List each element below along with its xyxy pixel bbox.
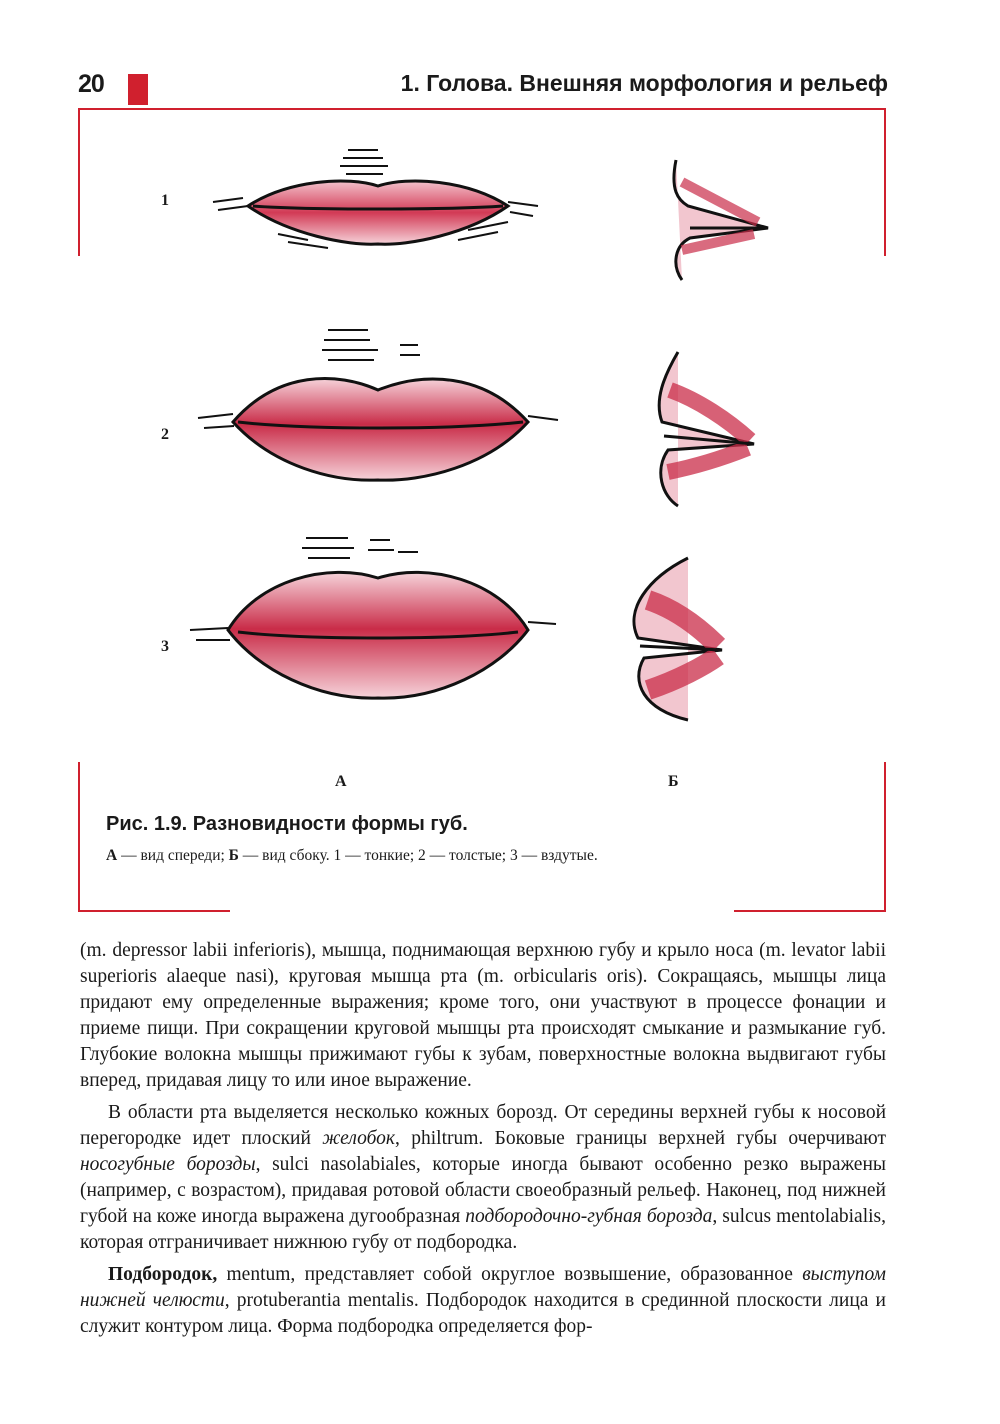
lips-puffy-side: [634, 558, 722, 720]
caption-key-b: Б: [228, 847, 239, 864]
term-chin: Подбородок,: [108, 1264, 218, 1285]
paragraph-3: [80, 1262, 886, 1340]
row-label-2: 2: [161, 426, 169, 443]
p3-text: , protuberantia mentalis. Подбородок находится в срединной плоскости лица и служит контуром лица. Форма подбородка определяется фор-: [80, 1290, 886, 1337]
lips-thin-front: [213, 150, 538, 248]
caption-text-b: — вид сбоку. 1 — тонкие; 2 — толстые; 3 — вздутые.: [238, 847, 598, 864]
column-label-b: Б: [668, 773, 679, 790]
column-label-a: А: [335, 773, 347, 790]
paragraph-2: [80, 1100, 886, 1256]
row-label-3: 3: [161, 638, 169, 655]
frame-bottom-left: [78, 910, 230, 912]
lips-puffy-front: [190, 538, 556, 698]
lips-thick-side: [659, 352, 754, 506]
term-philtrum: желобок: [322, 1128, 396, 1149]
lips-thick-front: [198, 330, 558, 480]
figure-caption-text: [106, 847, 598, 865]
p2-text: , philtrum. Боковые границы верхней губы очерчивают: [395, 1128, 887, 1149]
p2-text: , sulci nasolabiales, которые иногда бывают особенно резко выражены (например, с возрастом), придавая ротовой области своеобразный рельеф. Наконец, под нижней губой на коже иногда выражена дугообразная: [80, 1154, 886, 1227]
term-mentolabial: подбородочно-губная борозда: [465, 1206, 713, 1227]
page-number: 20: [78, 70, 104, 98]
p3-text: mentum, представляет собой округлое возвышение, образованное: [217, 1264, 803, 1285]
term-nasolabial: носогубные борозды: [80, 1154, 256, 1175]
lips-illustration: [78, 110, 886, 800]
term-mandible-protrusion: выступом нижней челюсти: [80, 1264, 886, 1311]
running-title: 1. Голова. Внешняя морфология и рельеф: [400, 70, 888, 96]
lips-drawing: [78, 110, 886, 800]
paragraph-1: (m. depressor labii inferioris), мышца, поднимающая верхнюю губу и крыло носа (m. levator labii superioris alaeque nasi), круговая мышца рта (m. orbicularis oris). Сокращаясь, мышцы лица придают ему определенные выражения; кроме того, они участвуют в процессе фонации и приеме пищи. При сокращении круговой мышцы рта происходят смыкание и размыкание губ. Глубокие волокна мышцы прижимают губы к зубам, поверхностные волокна выдвигают губы вперед, придавая лицу то или иное выражение.: [80, 940, 886, 1091]
p2-text: , sulcus mentolabialis, которая отграничивает нижнюю губу от подбородка.: [80, 1206, 887, 1253]
row-label-1: 1: [161, 192, 169, 209]
caption-text-a: — вид спереди;: [117, 847, 229, 864]
p2-text: В области рта выделяется несколько кожных борозд. От середины верхней губы к носовой перегородке идет плоский: [80, 1102, 886, 1149]
body-text: [80, 938, 886, 1346]
lips-thin-side: [674, 160, 768, 280]
figure-caption-title: Рис. 1.9. Разновидности формы губ.: [106, 813, 468, 835]
frame-bottom-right: [734, 910, 886, 912]
header-red-marker: [128, 74, 148, 105]
caption-key-a: А: [106, 847, 118, 864]
